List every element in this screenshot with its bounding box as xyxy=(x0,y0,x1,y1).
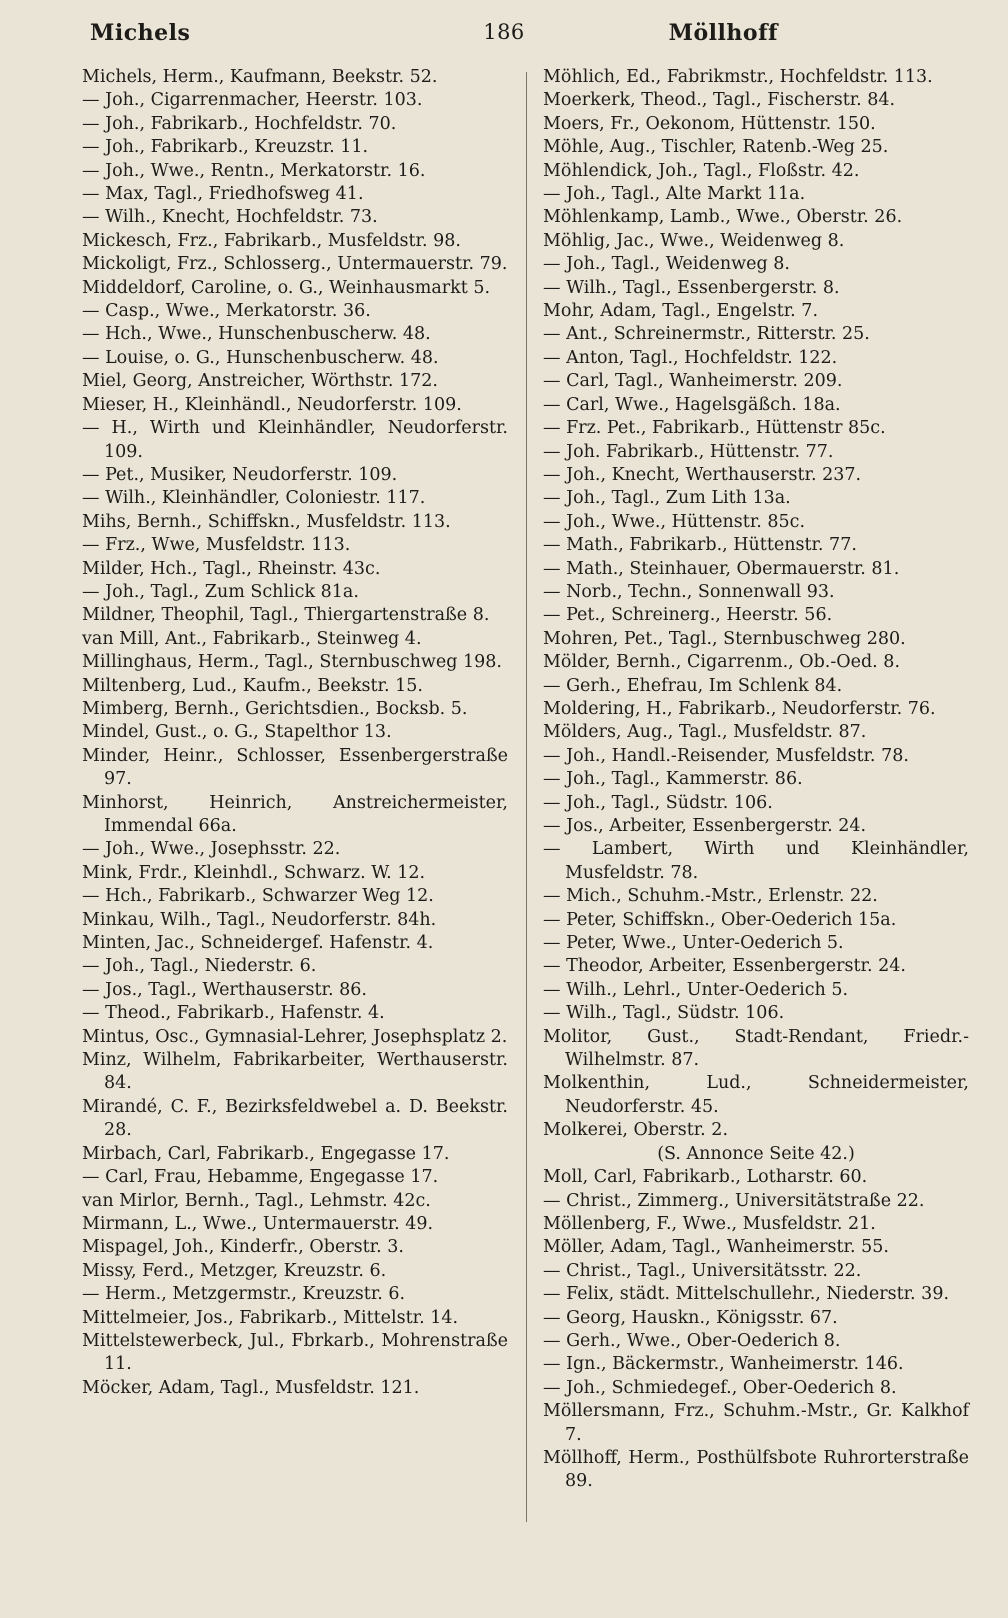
directory-entry: Mihs, Bernh., Schiffskn., Musfeldstr. 113. xyxy=(82,511,451,532)
directory-entry: Mink, Frdr., Kleinhdl., Schwarz. W. 12. xyxy=(82,862,426,883)
directory-entry: Mirbach, Carl, Fabrikarb., Engegasse 17. xyxy=(82,1143,450,1164)
directory-entry: Mickoligt, Frz., Schlosserg., Untermauerstr. 79. xyxy=(82,254,508,275)
directory-entry: Mildner, Theophil, Tagl., Thiergartenstraße 8. xyxy=(82,605,490,626)
directory-entry: — Frz., Wwe, Musfeldstr. 113. xyxy=(82,535,351,556)
directory-entry: — Wilh., Kleinhändler, Coloniestr. 117. xyxy=(82,488,426,509)
directory-entry: Minz, Wilhelm, Fabrikarbeiter, Werthauserstr. 84. xyxy=(82,1050,508,1094)
directory-entry: — Jos., Tagl., Werthauserstr. 86. xyxy=(82,979,367,1000)
directory-entry: Möhlendick, Joh., Tagl., Floßstr. 42. xyxy=(543,160,860,181)
directory-entry: — Anton, Tagl., Hochfeldstr. 122. xyxy=(543,347,838,368)
directory-entry: — Carl, Wwe., Hagelsgäßch. 18a. xyxy=(543,394,841,415)
directory-entry: — Hch., Wwe., Hunschenbuscherw. 48. xyxy=(82,324,431,345)
directory-entry: Mispagel, Joh., Kinderfr., Oberstr. 3. xyxy=(82,1237,404,1258)
directory-entry: — Joh., Tagl., Alte Markt 11a. xyxy=(543,184,806,205)
directory-entry: (S. Annonce Seite 42.) xyxy=(657,1143,855,1164)
directory-entry: Möllhoff, Herm., Posthülfsbote Ruhrorterstraße 89. xyxy=(543,1447,969,1492)
directory-entry: Mieser, H., Kleinhändl., Neudorferstr. 109. xyxy=(82,394,462,415)
directory-entry: — Christ., Zimmerg., Universitätstraße 22. xyxy=(543,1190,925,1211)
directory-entry: — Joh., Schmiedegef., Ober-Oederich 8. xyxy=(543,1377,897,1398)
directory-entry: Möhle, Aug., Tischler, Ratenb.-Weg 25. xyxy=(543,137,889,158)
directory-entry: — Christ., Tagl., Universitätsstr. 22. xyxy=(543,1260,862,1281)
directory-entry: Mickesch, Frz., Fabrikarb., Musfeldstr. 98. xyxy=(82,230,461,251)
directory-entry: Molkenthin, Lud., Schneidermeister, Neudorferstr. 45. xyxy=(543,1073,969,1117)
directory-entry: — Louise, o. G., Hunschenbuscherw. 48. xyxy=(82,347,439,368)
directory-entry: — Wilh., Lehrl., Unter-Oederich 5. xyxy=(543,979,849,1000)
directory-entry: Molitor, Gust., Stadt-Rendant, Friedr.-Wilhelmstr. 87. xyxy=(543,1026,969,1071)
directory-entry: — Joh., Tagl., Kammerstr. 86. xyxy=(543,769,803,790)
directory-entry: Mindel, Gust., o. G., Stapelthor 13. xyxy=(82,722,392,743)
directory-entry: Middeldorf, Caroline, o. G., Weinhausmarkt 5. xyxy=(82,277,491,298)
directory-entry: — Ant., Schreinermstr., Ritterstr. 25. xyxy=(543,324,870,345)
directory-entry: Mohr, Adam, Tagl., Engelstr. 7. xyxy=(543,301,819,322)
directory-entry: — Norb., Techn., Sonnenwall 93. xyxy=(543,581,835,602)
directory-entry: — Joh., Cigarrenmacher, Heerstr. 103. xyxy=(82,90,423,111)
directory-entry: — Jos., Arbeiter, Essenbergerstr. 24. xyxy=(543,816,867,836)
directory-entry: — Mich., Schuhm.-Mstr., Erlenstr. 22. xyxy=(543,886,878,907)
directory-entry: — Joh., Wwe., Rentn., Merkatorstr. 16. xyxy=(82,160,426,181)
directory-entry: — Wilh., Tagl., Südstr. 106. xyxy=(543,1003,785,1024)
directory-entry: Mölder, Bernh., Cigarrenm., Ob.-Oed. 8. xyxy=(543,652,901,673)
directory-entry: — H., Wirth und Kleinhändler, Neudorferstr. 109. xyxy=(82,418,508,462)
directory-entry: — Joh., Fabrikarb., Kreuzstr. 11. xyxy=(82,137,369,158)
directory-entry: — Gerh., Ehefrau, Im Schlenk 84. xyxy=(543,675,843,696)
directory-entry: Möcker, Adam, Tagl., Musfeldstr. 121. xyxy=(82,1377,420,1398)
directory-entry: Molkerei, Oberstr. 2. xyxy=(543,1120,729,1141)
directory-entry: Michels, Herm., Kaufmann, Beekstr. 52. xyxy=(82,67,438,87)
directory-entry: — Hch., Fabrikarb., Schwarzer Weg 12. xyxy=(82,886,434,907)
directory-entry: Mimberg, Bernh., Gerichtsdien., Bocksb. 5. xyxy=(82,698,468,719)
directory-entry: Milder, Hch., Tagl., Rheinstr. 43c. xyxy=(82,558,381,579)
directory-entry: — Carl, Frau, Hebamme, Engegasse 17. xyxy=(82,1167,439,1188)
directory-entry: Mittelstewerbeck, Jul., Fbrkarb., Mohrenstraße 11. xyxy=(82,1330,508,1375)
header-right-keyword: Möllhoff xyxy=(668,20,778,46)
directory-entry: — Pet., Schreinerg., Heerstr. 56. xyxy=(543,605,833,626)
directory-entry: — Peter, Wwe., Unter-Oederich 5. xyxy=(543,933,844,954)
directory-entry: Mirandé, C. F., Bezirksfeldwebel a. D. Beekstr. 28. xyxy=(82,1096,508,1141)
directory-entry: — Max, Tagl., Friedhofsweg 41. xyxy=(82,184,364,205)
directory-entry: — Lambert, Wirth und Kleinhändler, Musfeldstr. 78. xyxy=(543,839,969,883)
directory-entry: Moerkerk, Theod., Tagl., Fischerstr. 84. xyxy=(543,90,896,111)
directory-entry: — Georg, Hauskn., Königsstr. 67. xyxy=(543,1307,838,1328)
directory-entry: — Felix, städt. Mittelschullehr., Niederstr. 39. xyxy=(543,1284,950,1305)
directory-entry: Möllersmann, Frz., Schuhm.-Mstr., Gr. Kalkhof 7. xyxy=(543,1401,969,1445)
directory-entry: — Joh., Fabrikarb., Hochfeldstr. 70. xyxy=(82,113,397,134)
directory-entry: — Theodor, Arbeiter, Essenbergerstr. 24. xyxy=(543,956,906,977)
directory-entry: Möhlig, Jac., Wwe., Weidenweg 8. xyxy=(543,230,845,251)
directory-entry: — Casp., Wwe., Merkatorstr. 36. xyxy=(82,301,371,322)
column-divider xyxy=(526,72,527,1522)
directory-entry: Minhorst, Heinrich, Anstreichermeister, Immendal 66a. xyxy=(82,792,508,836)
directory-entry: Möller, Adam, Tagl., Wanheimerstr. 55. xyxy=(543,1237,889,1258)
directory-entry: van Mill, Ant., Fabrikarb., Steinweg 4. xyxy=(82,628,422,649)
directory-entry: Minkau, Wilh., Tagl., Neudorferstr. 84h. xyxy=(82,909,437,930)
directory-entry: Moldering, H., Fabrikarb., Neudorferstr. 76. xyxy=(543,698,936,719)
directory-entry: Mirmann, L., Wwe., Untermauerstr. 49. xyxy=(82,1213,434,1234)
directory-entry: Miltenberg, Lud., Kaufm., Beekstr. 15. xyxy=(82,675,423,696)
directory-entry: Möhlenkamp, Lamb., Wwe., Oberstr. 26. xyxy=(543,207,903,228)
directory-entry: — Joh., Tagl., Südstr. 106. xyxy=(543,792,773,813)
directory-entry: Möllenberg, F., Wwe., Musfeldstr. 21. xyxy=(543,1213,876,1234)
page-number: 186 xyxy=(483,20,525,44)
directory-entry: — Theod., Fabrikarb., Hafenstr. 4. xyxy=(82,1003,385,1024)
directory-entry: Millinghaus, Herm., Tagl., Sternbuschweg 198. xyxy=(82,652,502,673)
directory-entry: — Wilh., Tagl., Essenbergerstr. 8. xyxy=(543,277,840,298)
directory-entry: Mölders, Aug., Tagl., Musfeldstr. 87. xyxy=(543,722,867,743)
directory-entry: — Joh., Wwe., Josephsstr. 22. xyxy=(82,839,341,860)
directory-entry: — Joh. Fabrikarb., Hüttenstr. 77. xyxy=(543,441,834,462)
directory-entry: Mohren, Pet., Tagl., Sternbuschweg 280. xyxy=(543,628,906,649)
directory-entry: — Wilh., Knecht, Hochfeldstr. 73. xyxy=(82,207,378,228)
directory-entry: — Peter, Schiffskn., Ober-Oederich 15a. xyxy=(543,909,897,930)
directory-entry: Minten, Jac., Schneidergef. Hafenstr. 4. xyxy=(82,933,434,954)
directory-entry: — Joh., Wwe., Hüttenstr. 85c. xyxy=(543,511,806,532)
directory-entry: — Pet., Musiker, Neudorferstr. 109. xyxy=(82,464,398,485)
directory-entry: — Joh., Tagl., Weidenweg 8. xyxy=(543,254,790,275)
directory-entry: Miel, Georg, Anstreicher, Wörthstr. 172. xyxy=(82,371,438,392)
directory-entry: Möhlich, Ed., Fabrikmstr., Hochfeldstr. 113. xyxy=(543,67,933,87)
directory-entry: — Joh., Tagl., Niederstr. 6. xyxy=(82,956,317,977)
right-column xyxy=(543,66,969,1494)
directory-entry: Missy, Ferd., Metzger, Kreuzstr. 6. xyxy=(82,1260,387,1281)
directory-entry: — Ign., Bäckermstr., Wanheimerstr. 146. xyxy=(543,1354,904,1375)
directory-entry: van Mirlor, Bernh., Tagl., Lehmstr. 42c. xyxy=(82,1190,431,1211)
directory-entry: — Math., Steinhauer, Obermauerstr. 81. xyxy=(543,558,900,579)
directory-entry: — Joh., Handl.-Reisender, Musfeldstr. 78. xyxy=(543,745,909,766)
directory-entry: — Joh., Knecht, Werthauserstr. 237. xyxy=(543,464,862,485)
directory-entry: — Joh., Tagl., Zum Schlick 81a. xyxy=(82,581,359,602)
directory-entry: — Joh., Tagl., Zum Lith 13a. xyxy=(543,488,791,509)
header-left-keyword: Michels xyxy=(90,20,191,46)
left-column xyxy=(82,66,508,1400)
directory-entry: — Math., Fabrikarb., Hüttenstr. 77. xyxy=(543,535,857,556)
directory-entry: Mittelmeier, Jos., Fabrikarb., Mittelstr. 14. xyxy=(82,1307,459,1328)
directory-entry: Minder, Heinr., Schlosser, Essenbergerstraße 97. xyxy=(82,745,508,790)
directory-entry: Moers, Fr., Oekonom, Hüttenstr. 150. xyxy=(543,113,876,134)
directory-entry: — Herm., Metzgermstr., Kreuzstr. 6. xyxy=(82,1284,406,1305)
directory-entry: Mintus, Osc., Gymnasial-Lehrer, Josephsplatz 2. xyxy=(82,1026,508,1047)
directory-entry: — Gerh., Wwe., Ober-Oederich 8. xyxy=(543,1330,841,1351)
directory-entry: — Carl, Tagl., Wanheimerstr. 209. xyxy=(543,371,843,392)
directory-entry: Moll, Carl, Fabrikarb., Lotharstr. 60. xyxy=(543,1167,868,1188)
directory-entry: — Frz. Pet., Fabrikarb., Hüttenstr 85c. xyxy=(543,418,886,439)
